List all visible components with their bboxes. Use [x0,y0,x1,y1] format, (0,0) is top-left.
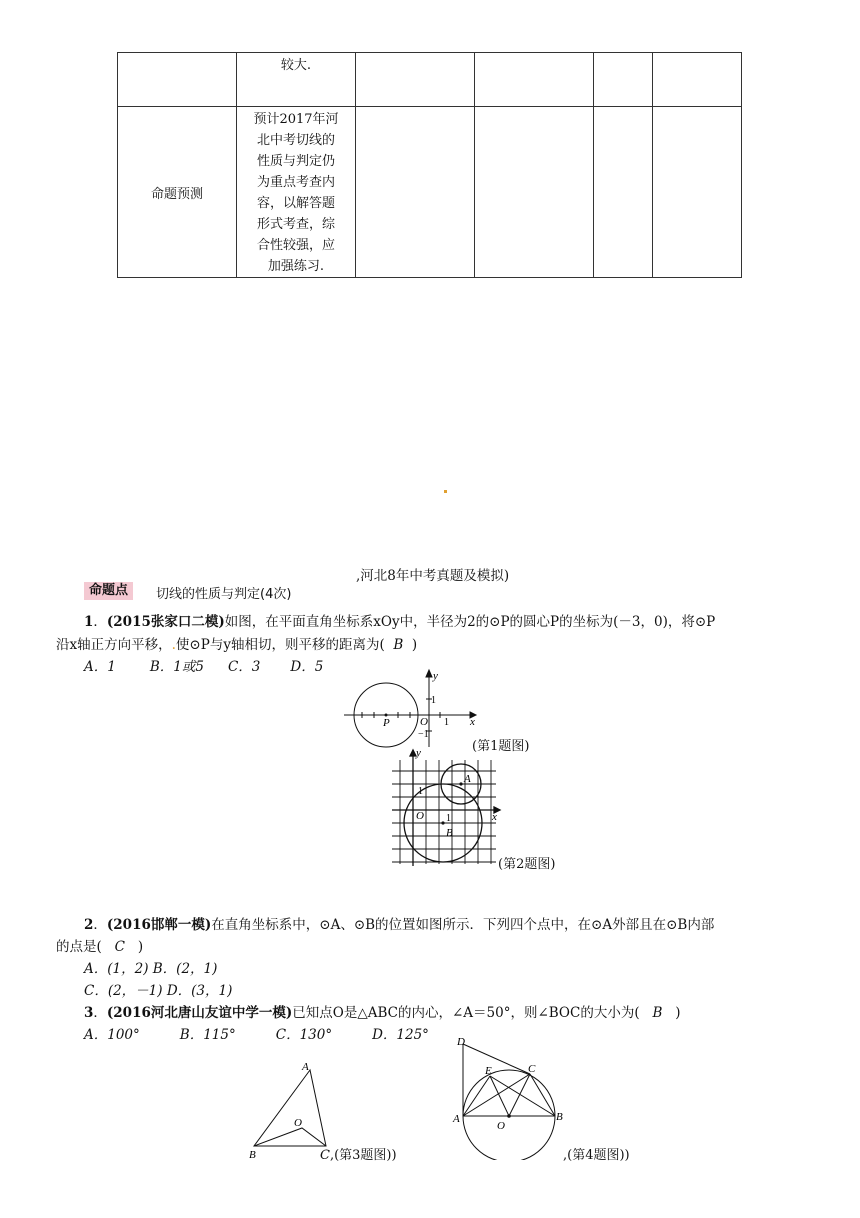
answer-2: C [114,939,125,955]
figure-4-caption: ,(第4题图)) [563,1148,630,1163]
table-cell-empty [356,53,475,107]
fig3-label-a: A [302,1061,309,1073]
stray-dot [444,490,447,493]
fig3-label-o: O [294,1117,302,1129]
triangle-abc [254,1070,326,1146]
fig1-label-x: x [470,716,475,728]
fig2-label-b: B [446,827,453,839]
question-1-line-1: 1．(2015张家口二模)如图，在平面直角坐标系xOy中，半径为2的⊙P的圆心P的坐标为(－3，0)，将⊙P [84,614,716,630]
figure-3-caption: C,(第3题图)) [320,1148,397,1163]
fig1-label-neg1: −1 [418,729,429,740]
fig1-label-1y: 1 [431,695,436,706]
fig2-label-y: y [416,748,421,759]
table-cell-empty [594,53,653,107]
table-cell-text: 较大. [237,53,356,107]
summary-table [117,52,742,278]
table-cell-empty [475,53,594,107]
fig2-label-1y: 1 [418,786,423,797]
table-cell-empty [594,107,653,278]
fig4-label-d: D [457,1036,465,1048]
fig4-label-a: A [453,1113,460,1125]
question-2-options-2: C．(2，－1) D．(3，1) [84,983,233,999]
fig3-label-b: B [249,1149,256,1161]
answer-3: B [652,1005,663,1021]
question-2-options-1: A．(1，2) B．(2，1) [84,961,218,977]
topic-badge: 命题点 [84,582,133,600]
table-cell-empty [475,107,594,278]
table-row-label: 命题预测 [118,107,237,278]
table-cell-empty [356,107,475,278]
fig2-label-1x: 1 [446,813,451,824]
fig4-label-b: B [556,1111,563,1123]
figure-4 [448,1032,578,1160]
fig1-label-p: P [383,717,390,729]
y-axis-arrow [426,670,432,677]
figure-1 [340,665,490,750]
table-cell-prediction: 预计2017年河 北中考切线的 性质与判定仍 为重点考查内 容，以解答题 形式考查，综 合性较强，应 加强练习. [237,107,356,278]
question-3-options: A．100° B．115° C．130° D．125° [84,1027,429,1043]
fig2-label-a: A [464,773,471,785]
figure-2-caption: (第2题图) [498,857,556,872]
question-1-options: A．1 B．1或5 C．3 D．5 [84,659,324,675]
question-2-line-2: 的点是( C ) [56,939,144,955]
question-1-line-2: 沿x轴正方向平移，.使⊙P与y轴相切，则平移的距离为( B ) [56,637,418,653]
question-3-line-1: 3．(2016河北唐山友谊中学一模)已知点O是△ABC的内心，∠A＝50°，则∠BOC的大小为( B ) [84,1005,681,1021]
section-title: ,河北8年中考真题及模拟) [356,568,510,584]
fig1-label-1x: 1 [444,717,449,728]
fig4-label-c: C [528,1063,536,1075]
fig4-label-o: O [497,1120,505,1132]
topic-title: 切线的性质与判定(4次) [156,587,292,602]
table-cell-empty [118,53,237,107]
fig2-label-x: x [492,811,497,823]
fig2-label-o: O [416,810,424,822]
fig1-label-o: O [420,716,428,728]
fig1-label-y: y [433,670,438,682]
answer-1: B [393,637,404,653]
table-cell-empty [653,53,742,107]
figure-1-caption: (第1题图) [472,739,530,754]
fig4-label-e: E [485,1065,492,1077]
figure-2 [390,748,502,866]
question-2-line-1: 2．(2016邯郸一模)在直角坐标系中，⊙A、⊙B的位置如图所示．下列四个点中，在⊙A外部且在⊙B内部 [84,917,715,933]
table-cell-empty [653,107,742,278]
